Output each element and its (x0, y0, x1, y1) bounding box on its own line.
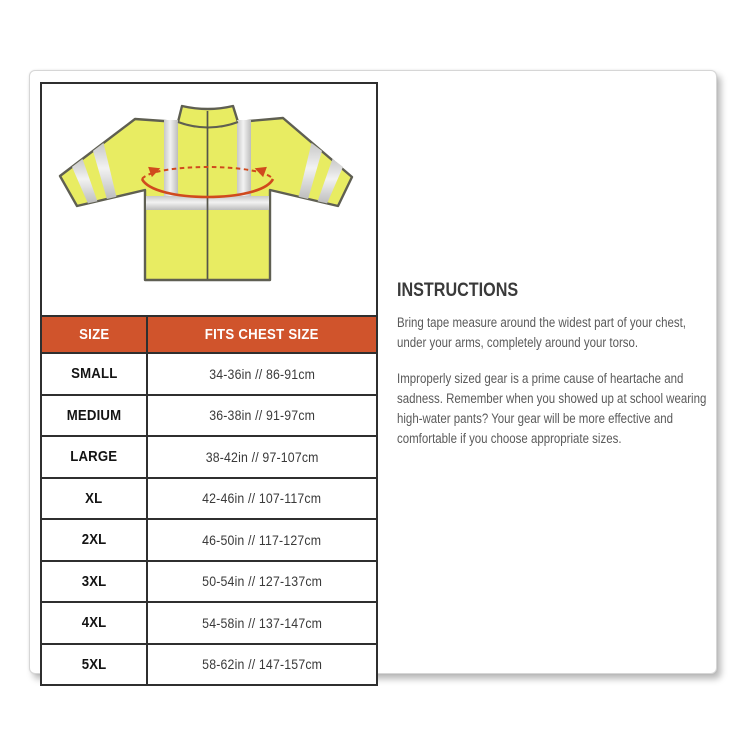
chest-cell (148, 645, 376, 685)
size-cell (42, 396, 148, 436)
chest-value: 50-54in // 127-137cm (202, 573, 322, 590)
table-row (42, 352, 376, 394)
chest-value: 46-50in // 117-127cm (202, 531, 322, 548)
chest-value: 58-62in // 147-157cm (202, 656, 322, 673)
header-chest-cell (148, 317, 376, 352)
size-label: 5XL (81, 655, 107, 673)
size-label: XL (85, 489, 103, 507)
header-size-cell (42, 317, 148, 352)
reflective-stripe-chest-right (237, 120, 251, 196)
instructions-title: INSTRUCTIONS (397, 280, 519, 301)
table-row (42, 477, 376, 519)
size-label: LARGE (70, 448, 118, 466)
instructions-paragraph-2: Improperly sized gear is a prime cause of heartache and sadness. Remember when you showed up at school wearing high-water pants? Your gear will be more effective and comfortable if you choose appropriate sizes. (397, 370, 707, 447)
table-header-row (42, 317, 376, 352)
size-label: MEDIUM (66, 406, 122, 424)
instructions-panel (397, 281, 717, 450)
size-label: SMALL (70, 365, 118, 383)
size-cell (42, 479, 148, 519)
size-label: 4XL (81, 614, 107, 632)
chest-value: 54-58in // 137-147cm (202, 614, 322, 631)
chest-cell (148, 479, 376, 519)
chest-cell (148, 437, 376, 477)
size-label: 3XL (81, 572, 107, 590)
hi-vis-jacket-illustration (42, 84, 376, 315)
header-size-label: SIZE (78, 326, 110, 343)
jacket-illustration-box (40, 82, 378, 317)
chest-value: 34-36in // 86-91cm (209, 365, 315, 382)
table-row (42, 560, 376, 602)
size-label: 2XL (81, 531, 107, 549)
chest-value: 42-46in // 107-117cm (202, 490, 322, 507)
chest-value: 38-42in // 97-107cm (205, 448, 319, 465)
chest-value: 36-38in // 91-97cm (209, 407, 315, 424)
instructions-paragraph-1: Bring tape measure around the widest part of your chest, under your arms, completely around your torso. (397, 315, 686, 351)
size-chart-table (40, 317, 378, 686)
chest-cell (148, 396, 376, 436)
table-row (42, 435, 376, 477)
chest-cell (148, 562, 376, 602)
table-row (42, 394, 376, 436)
chest-cell (148, 354, 376, 394)
table-row (42, 643, 376, 685)
header-chest-label: FITS CHEST SIZE (205, 326, 319, 343)
size-cell (42, 354, 148, 394)
size-cell (42, 645, 148, 685)
reflective-stripe-chest-left (164, 120, 178, 196)
size-chart-card (29, 70, 717, 674)
table-row (42, 601, 376, 643)
size-cell (42, 437, 148, 477)
chest-cell (148, 603, 376, 643)
size-cell (42, 562, 148, 602)
chest-cell (148, 520, 376, 560)
table-row (42, 518, 376, 560)
size-cell (42, 603, 148, 643)
size-cell (42, 520, 148, 560)
